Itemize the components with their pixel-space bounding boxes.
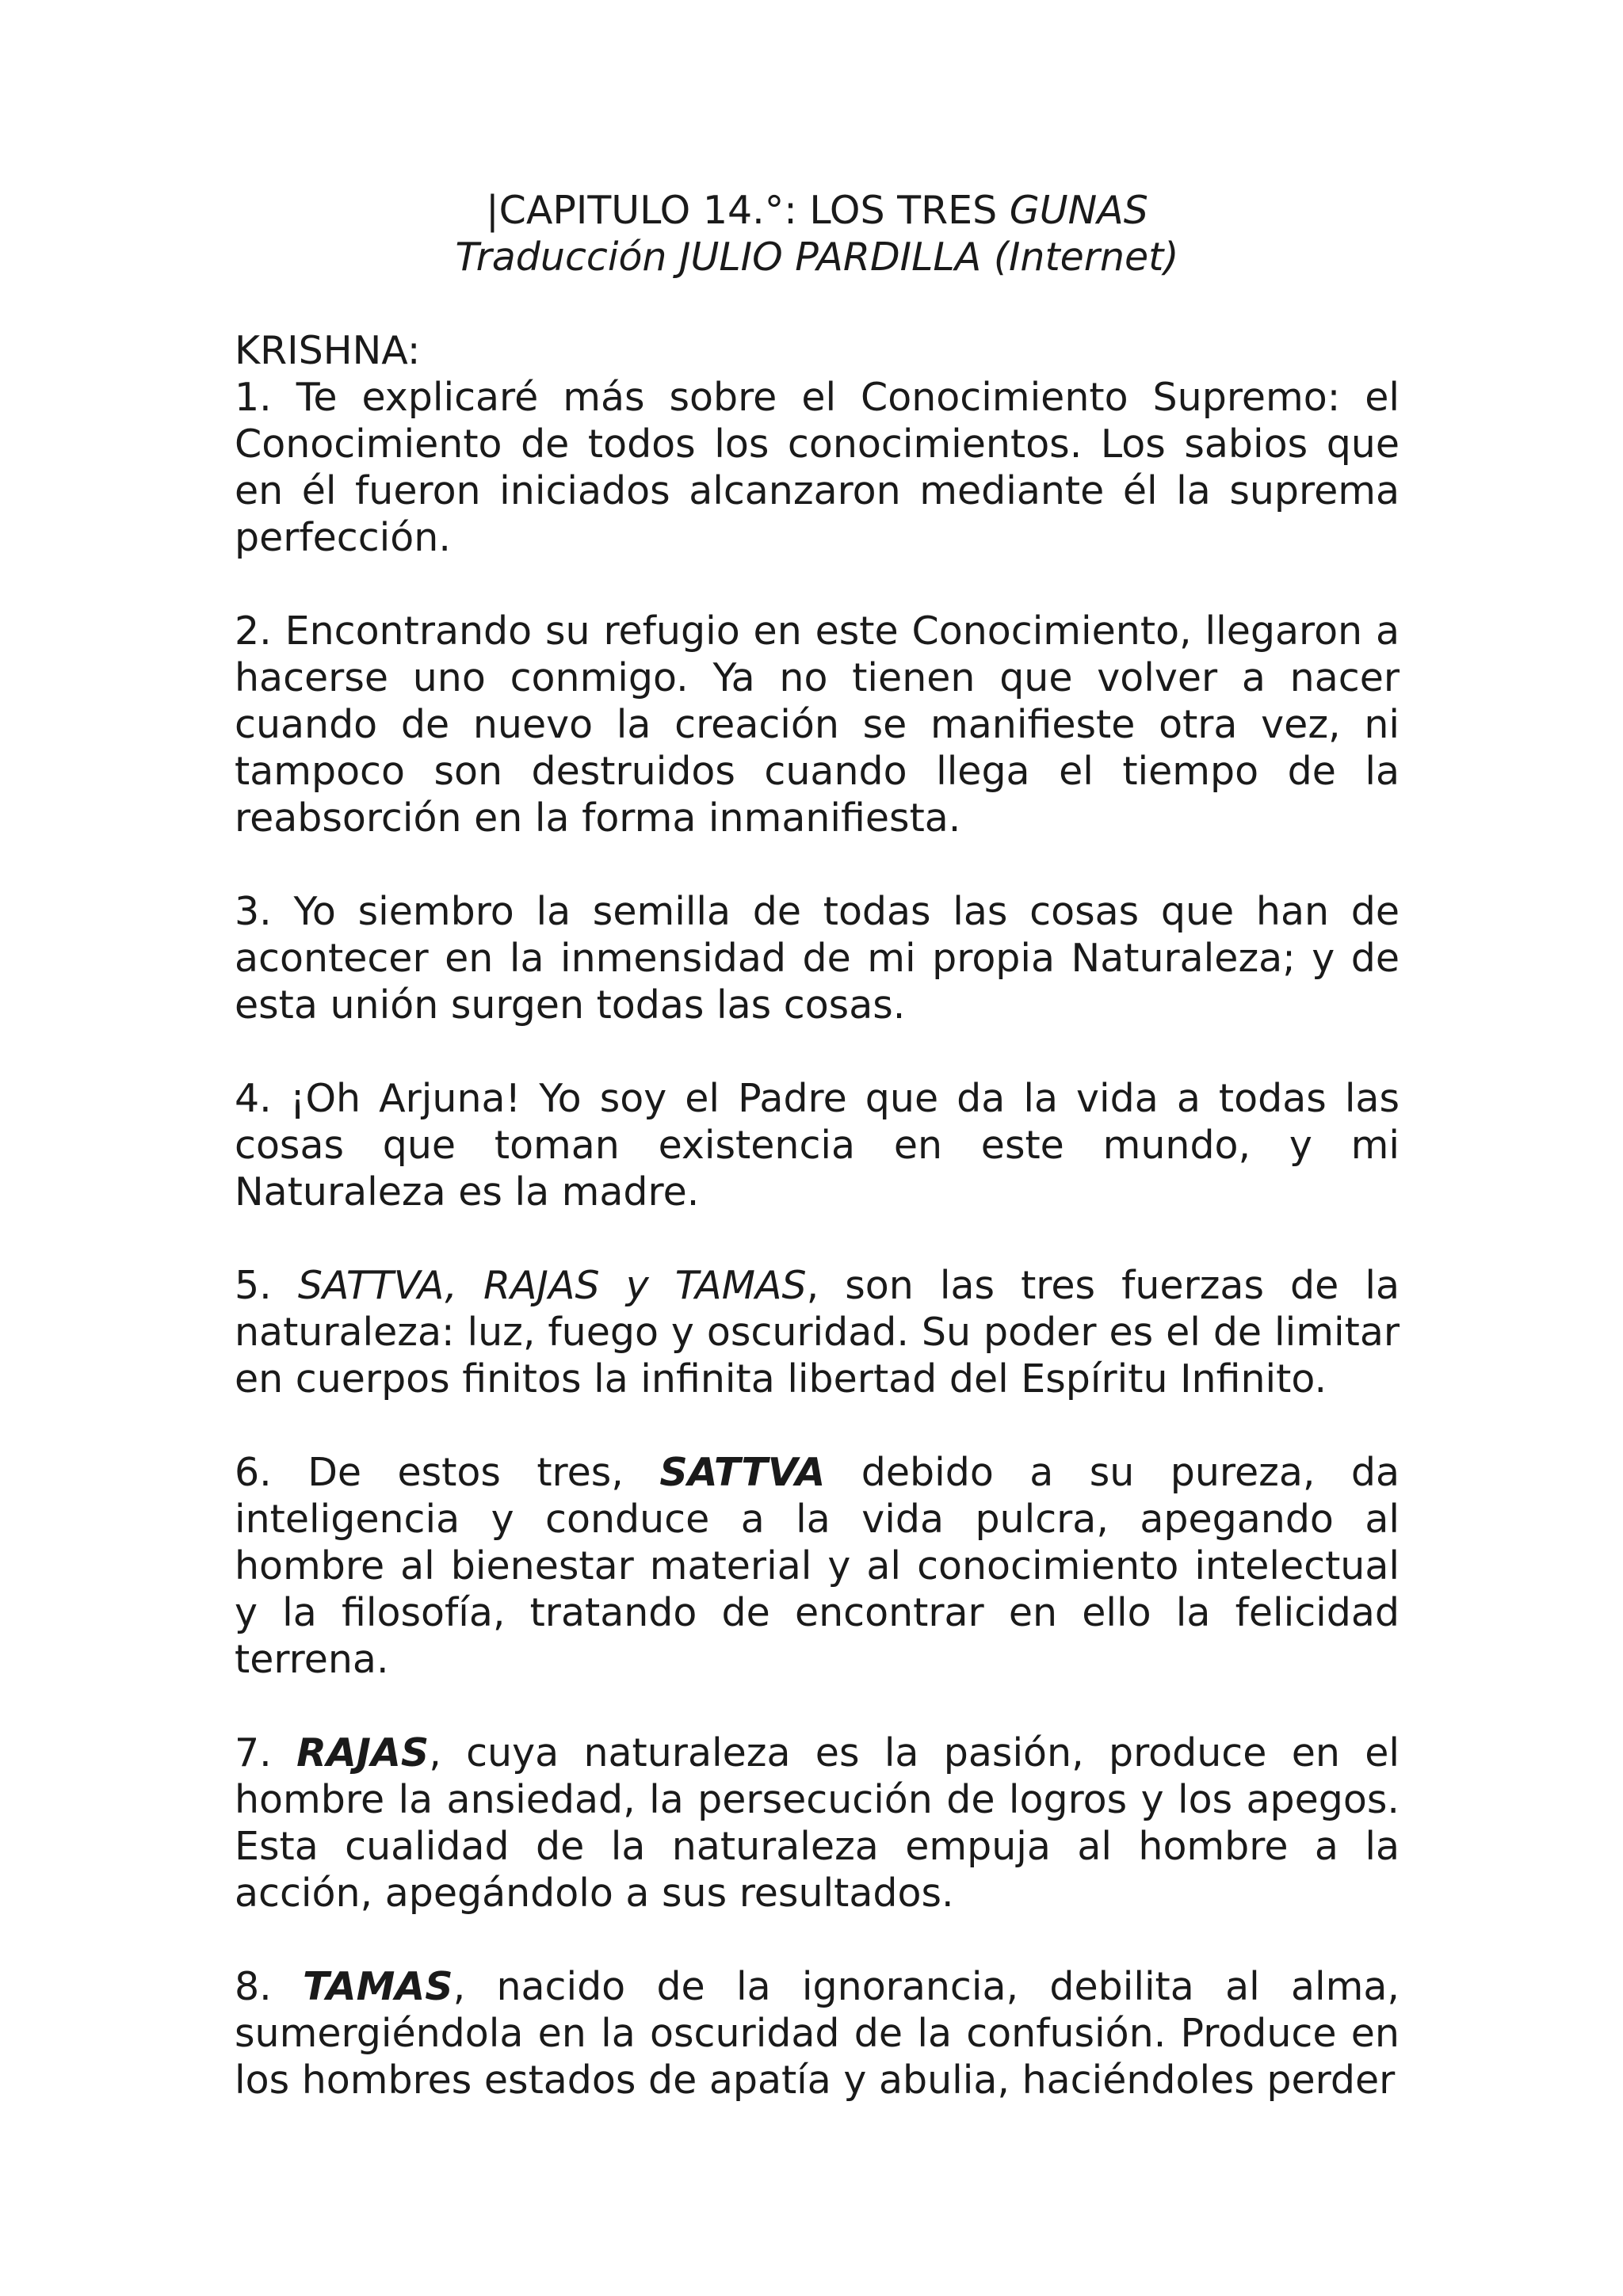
chapter-title [235,187,1400,234]
chapter-title-text: |CAPITULO 14.°: LOS TRES [486,188,1010,233]
chapter-header [235,187,1400,280]
verse-8-prefix: 8. [235,1964,304,2009]
verse-6-term: SATTVA [659,1450,826,1495]
chapter-title-italic: GUNAS [1009,188,1148,233]
verse-7-prefix: 7. [235,1730,297,1775]
verse-5-text: , son las tres fuerzas de la naturaleza: luz, fuego y oscuridad. Su poder es el de limitar en cuerpos finitos la infinita libertad del Espíritu Infinito. [235,1263,1400,1402]
translation-credit: Traducción JULIO PARDILLA (Internet) [455,235,1179,280]
verse-5 [235,1262,1400,1402]
page-content [235,187,1400,2103]
verse-7-term: RAJAS [296,1730,430,1775]
verse-1: 1. Te explicaré más sobre el Conocimiento Supremo: el Conocimiento de todos los conocimientos. Los sabios que en él fueron iniciados alcanzaron mediante él la suprema perfección. [235,375,1400,560]
verse-6-text: debido a su pureza, da inteligencia y conduce a la vida pulcra, apegando al hombre al bienestar material y al conocimiento intelectual y la filosofía, tratando de encontrar en ello la felicidad terrena. [235,1450,1400,1682]
verse-3: 3. Yo siembro la semilla de todas las cosas que han de acontecer en la inmensidad de mi propia Naturaleza; y de esta unión surgen todas las cosas. [235,889,1400,1028]
verse-8-term: TAMAS [303,1964,453,2009]
verse-5-prefix: 5. [235,1263,298,1308]
verse-7 [235,1730,1400,1917]
verse-8-text: , nacido de la ignorancia, debilita al alma, sumergiéndola en la oscuridad de la confusión. Produce en los hombres estados de apatía y abulia, haciéndoles perder [235,1964,1400,2103]
verse-6-prefix: 6. De estos tres, [235,1450,660,1495]
verse-7-text: , cuya naturaleza es la pasión, produce en el hombre la ansiedad, la persecución de logros y los apegos. Esta cualidad de la naturaleza empuja al hombre a la acción, apegándolo a sus resultados. [235,1730,1400,1916]
verse-4: 4. ¡Oh Arjuna! Yo soy el Padre que da la vida a todas las cosas que toman existencia en este mundo, y mi Naturaleza es la madre. [235,1076,1400,1215]
speaker-label: KRISHNA: [235,328,421,373]
verse-5-terms: SATTVA, RAJAS y TAMAS [297,1263,807,1308]
verse-2: 2. Encontrando su refugio en este Conocimiento, llegaron a hacerse uno conmigo. Ya no tienen que volver a nacer cuando de nuevo la creación se manifieste otra vez, ni tampoco son destruidos cuando llega el tiempo de la reabsorción en la forma inmanifiesta. [235,608,1400,841]
verse-8 [235,1963,1400,2103]
verse-6 [235,1449,1400,1683]
